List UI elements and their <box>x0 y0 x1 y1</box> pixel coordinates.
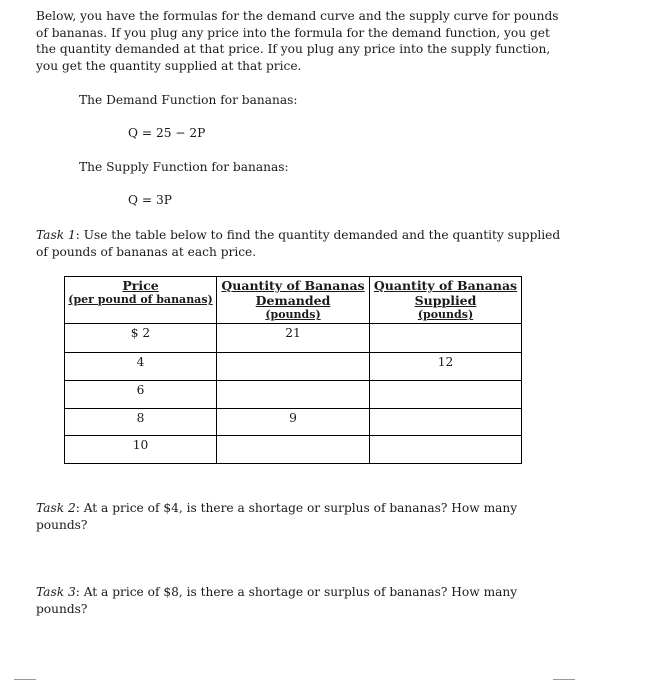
demanded-cell <box>217 324 370 353</box>
supplied-cell <box>370 436 522 464</box>
page-corner-mark-right <box>553 679 575 680</box>
header-demanded-title: Quantity of Bananas <box>221 278 365 293</box>
header-supplied-title-2: Supplied <box>414 293 477 308</box>
price-value: 4 <box>136 355 145 369</box>
price-cell <box>65 436 217 464</box>
task2-paragraph <box>36 500 566 533</box>
price-cell <box>65 353 217 381</box>
supply-formula: Q = 3P <box>128 193 172 207</box>
demanded-cell <box>217 381 370 409</box>
task3-paragraph <box>36 584 566 617</box>
task1-text: : Use the table below to find the quantity demanded and the quantity supplied of pounds of bananas at each price. <box>36 228 561 259</box>
supplied-cell <box>370 381 522 409</box>
header-supplied-title: Quantity of Bananas <box>373 278 518 293</box>
supplied-value: 12 <box>437 355 454 369</box>
demanded-cell <box>217 409 370 436</box>
task1-label: Task 1 <box>36 228 76 242</box>
intro-paragraph: Below, you have the formulas for the demand curve and the supply curve for pounds of bananas. If you plug any price into the formula for the demand function, you get the quantity demanded at that price. If you plug any price into the supply function, you get the quantity supplied at that price. <box>36 9 559 73</box>
demanded-value <box>217 353 369 355</box>
demanded-value <box>217 436 369 438</box>
table-header-row <box>65 277 522 324</box>
demanded-cell <box>217 353 370 381</box>
table-row <box>65 324 522 353</box>
supplied-value <box>370 409 521 411</box>
header-demanded-sub: (pounds) <box>265 308 321 321</box>
header-price-title: Price <box>122 278 159 293</box>
header-demanded-title-2: Demanded <box>255 293 331 308</box>
price-value: 6 <box>136 383 145 397</box>
header-price <box>65 277 217 324</box>
price-cell <box>65 381 217 409</box>
supplied-cell <box>370 353 522 381</box>
supplied-cell <box>370 409 522 436</box>
task3-label: Task 3 <box>36 585 76 599</box>
demand-function-label: The Demand Function for bananas: <box>79 93 298 107</box>
demand-formula: Q = 25 − 2P <box>128 126 206 140</box>
supplied-cell <box>370 324 522 353</box>
task2-label: Task 2 <box>36 501 76 515</box>
table-row <box>65 409 522 436</box>
page-corner-mark-left <box>14 679 36 680</box>
header-supplied <box>370 277 522 324</box>
price-cell <box>65 409 217 436</box>
header-supplied-sub: (pounds) <box>417 308 474 321</box>
demanded-cell <box>217 436 370 464</box>
demanded-value: 9 <box>289 411 297 425</box>
demanded-value <box>217 381 369 383</box>
header-demanded <box>217 277 370 324</box>
price-value: $ 2 <box>130 326 151 340</box>
supplied-value <box>370 324 521 326</box>
price-value: 8 <box>136 411 145 425</box>
supplied-value <box>370 436 521 438</box>
demanded-value: 21 <box>285 326 301 340</box>
supply-function-label: The Supply Function for bananas: <box>79 160 289 174</box>
task1-paragraph <box>36 227 566 260</box>
table-row <box>65 353 522 381</box>
price-cell <box>65 324 217 353</box>
task2-text: : At a price of $4, is there a shortage or surplus of bananas? How many pounds? <box>36 501 518 532</box>
header-price-sub: (per pound of bananas) <box>68 293 213 306</box>
table-row <box>65 381 522 409</box>
price-value: 10 <box>132 438 149 452</box>
table-row <box>65 436 522 464</box>
task3-text: : At a price of $8, is there a shortage or surplus of bananas? How many pounds? <box>36 585 518 616</box>
supplied-value <box>370 381 521 383</box>
banana-table <box>64 276 522 464</box>
